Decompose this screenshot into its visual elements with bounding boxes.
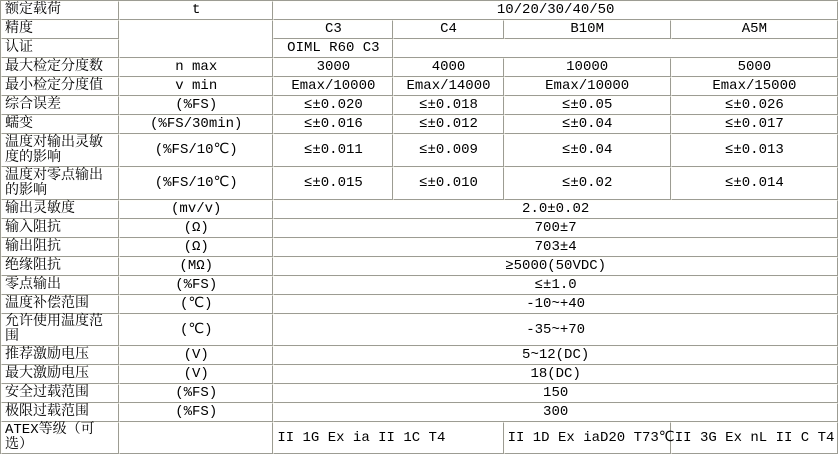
table-row: [1, 219, 838, 238]
spec-value-cell: ≤±0.020: [273, 96, 393, 115]
spec-unit-cell: v min: [119, 77, 273, 96]
spec-value-cell: Emax/10000: [273, 77, 393, 96]
table-row: [1, 77, 838, 96]
spec-value-cell: ≤±0.011: [273, 134, 393, 167]
spec-unit-cell: (Ω): [119, 238, 273, 257]
spec-label-cell: 最大激励电压: [1, 365, 119, 384]
spec-value-cell: ≤±0.018: [393, 96, 503, 115]
spec-value-cell: 300: [273, 403, 838, 422]
spec-value-cell: ≤±1.0: [273, 276, 838, 295]
spec-label-cell: 精度: [1, 20, 119, 39]
atex-rating-cell: II 1D Ex iaD20 T73℃: [504, 422, 671, 454]
spec-label-cell: 绝缘阻抗: [1, 257, 119, 276]
spec-unit-cell: (%FS): [119, 403, 273, 422]
spec-label-cell: 认证: [1, 39, 119, 58]
spec-label-cell: 极限过载范围: [1, 403, 119, 422]
spec-value-cell: 2.0±0.02: [273, 200, 838, 219]
spec-value-cell: 10/20/30/40/50: [273, 1, 838, 20]
spec-unit-cell: n max: [119, 58, 273, 77]
spec-label-cell: 零点输出: [1, 276, 119, 295]
spec-value-cell: ≤±0.04: [504, 134, 671, 167]
table-row: [1, 20, 838, 39]
table-row: [1, 384, 838, 403]
spec-value-cell: -35~+70: [273, 314, 838, 346]
table-row: [1, 134, 838, 167]
spec-value-cell: ≤±0.05: [504, 96, 671, 115]
spec-unit-cell: (MΩ): [119, 257, 273, 276]
accuracy-class-cell: B10M: [504, 20, 671, 39]
table-row: [1, 58, 838, 77]
table-row: [1, 346, 838, 365]
spec-value-cell: ≥5000(50VDC): [273, 257, 838, 276]
spec-unit-cell: t: [119, 1, 273, 20]
spec-value-cell: ≤±0.015: [273, 167, 393, 200]
spec-unit-cell: (℃): [119, 295, 273, 314]
spec-value-cell: 5~12(DC): [273, 346, 838, 365]
empty-cell: [393, 39, 838, 58]
spec-value-cell: Emax/15000: [671, 77, 838, 96]
spec-value-cell: 150: [273, 384, 838, 403]
table-row: [1, 167, 838, 200]
spec-value-cell: 703±4: [273, 238, 838, 257]
spec-value-cell: ≤±0.04: [504, 115, 671, 134]
table-row: [1, 422, 838, 454]
spec-label-cell: 温度对零点输出的影响: [1, 167, 119, 200]
empty-unit-cell: [119, 20, 273, 58]
spec-value-cell: ≤±0.02: [504, 167, 671, 200]
spec-label-cell: 输出灵敏度: [1, 200, 119, 219]
table-row: [1, 257, 838, 276]
spec-unit-cell: (V): [119, 365, 273, 384]
table-row: [1, 295, 838, 314]
spec-label-cell: 综合误差: [1, 96, 119, 115]
spec-label-cell: 温度对输出灵敏度的影响: [1, 134, 119, 167]
table-row: [1, 1, 838, 20]
spec-unit-cell: (%FS/10℃): [119, 167, 273, 200]
spec-value-cell: ≤±0.014: [671, 167, 838, 200]
spec-label-cell: 最大检定分度数: [1, 58, 119, 77]
table-row: [1, 96, 838, 115]
spec-value-cell: ≤±0.012: [393, 115, 503, 134]
accuracy-class-cell: C3: [273, 20, 393, 39]
spec-label-cell: 输出阻抗: [1, 238, 119, 257]
spec-unit-cell: (%FS/10℃): [119, 134, 273, 167]
spec-value-cell: 3000: [273, 58, 393, 77]
spec-unit-cell: (%FS/30min): [119, 115, 273, 134]
spec-value-cell: ≤±0.026: [671, 96, 838, 115]
spec-table-body: [1, 1, 838, 454]
spec-value-cell: ≤±0.016: [273, 115, 393, 134]
spec-label-cell: 允许使用温度范围: [1, 314, 119, 346]
spec-unit-cell: (%FS): [119, 96, 273, 115]
spec-value-cell: ≤±0.017: [671, 115, 838, 134]
spec-value-cell: Emax/14000: [393, 77, 503, 96]
spec-value-cell: 10000: [504, 58, 671, 77]
spec-label-cell: 最小检定分度值: [1, 77, 119, 96]
spec-value-cell: ≤±0.010: [393, 167, 503, 200]
spec-unit-cell: (mv/v): [119, 200, 273, 219]
spec-unit-cell: (℃): [119, 314, 273, 346]
spec-value-cell: 5000: [671, 58, 838, 77]
spec-value-cell: Emax/10000: [504, 77, 671, 96]
table-row: [1, 200, 838, 219]
spec-value-cell: 700±7: [273, 219, 838, 238]
spec-value-cell: OIML R60 C3: [273, 39, 393, 58]
table-row: [1, 276, 838, 295]
empty-unit-cell: [119, 422, 273, 454]
spec-value-cell: 4000: [393, 58, 503, 77]
atex-rating-cell: II 3G Ex nL II C T4: [671, 422, 838, 454]
spec-label-cell: ATEX等级（可选）: [1, 422, 119, 454]
spec-label-cell: 推荐激励电压: [1, 346, 119, 365]
spec-value-cell: ≤±0.013: [671, 134, 838, 167]
spec-label-cell: 额定载荷: [1, 1, 119, 20]
spec-unit-cell: (Ω): [119, 219, 273, 238]
spec-unit-cell: (V): [119, 346, 273, 365]
table-row: [1, 314, 838, 346]
table-row: [1, 115, 838, 134]
table-row: [1, 238, 838, 257]
spec-unit-cell: (%FS): [119, 384, 273, 403]
spec-label-cell: 输入阻抗: [1, 219, 119, 238]
spec-value-cell: ≤±0.009: [393, 134, 503, 167]
spec-label-cell: 温度补偿范围: [1, 295, 119, 314]
spec-label-cell: 蠕变: [1, 115, 119, 134]
spec-unit-cell: (%FS): [119, 276, 273, 295]
spec-label-cell: 安全过载范围: [1, 384, 119, 403]
table-row: [1, 365, 838, 384]
spec-value-cell: 18(DC): [273, 365, 838, 384]
accuracy-class-cell: C4: [393, 20, 503, 39]
atex-rating-cell: II 1G Ex ia II 1C T4: [273, 422, 503, 454]
accuracy-class-cell: A5M: [671, 20, 838, 39]
table-row: [1, 403, 838, 422]
spec-value-cell: -10~+40: [273, 295, 838, 314]
